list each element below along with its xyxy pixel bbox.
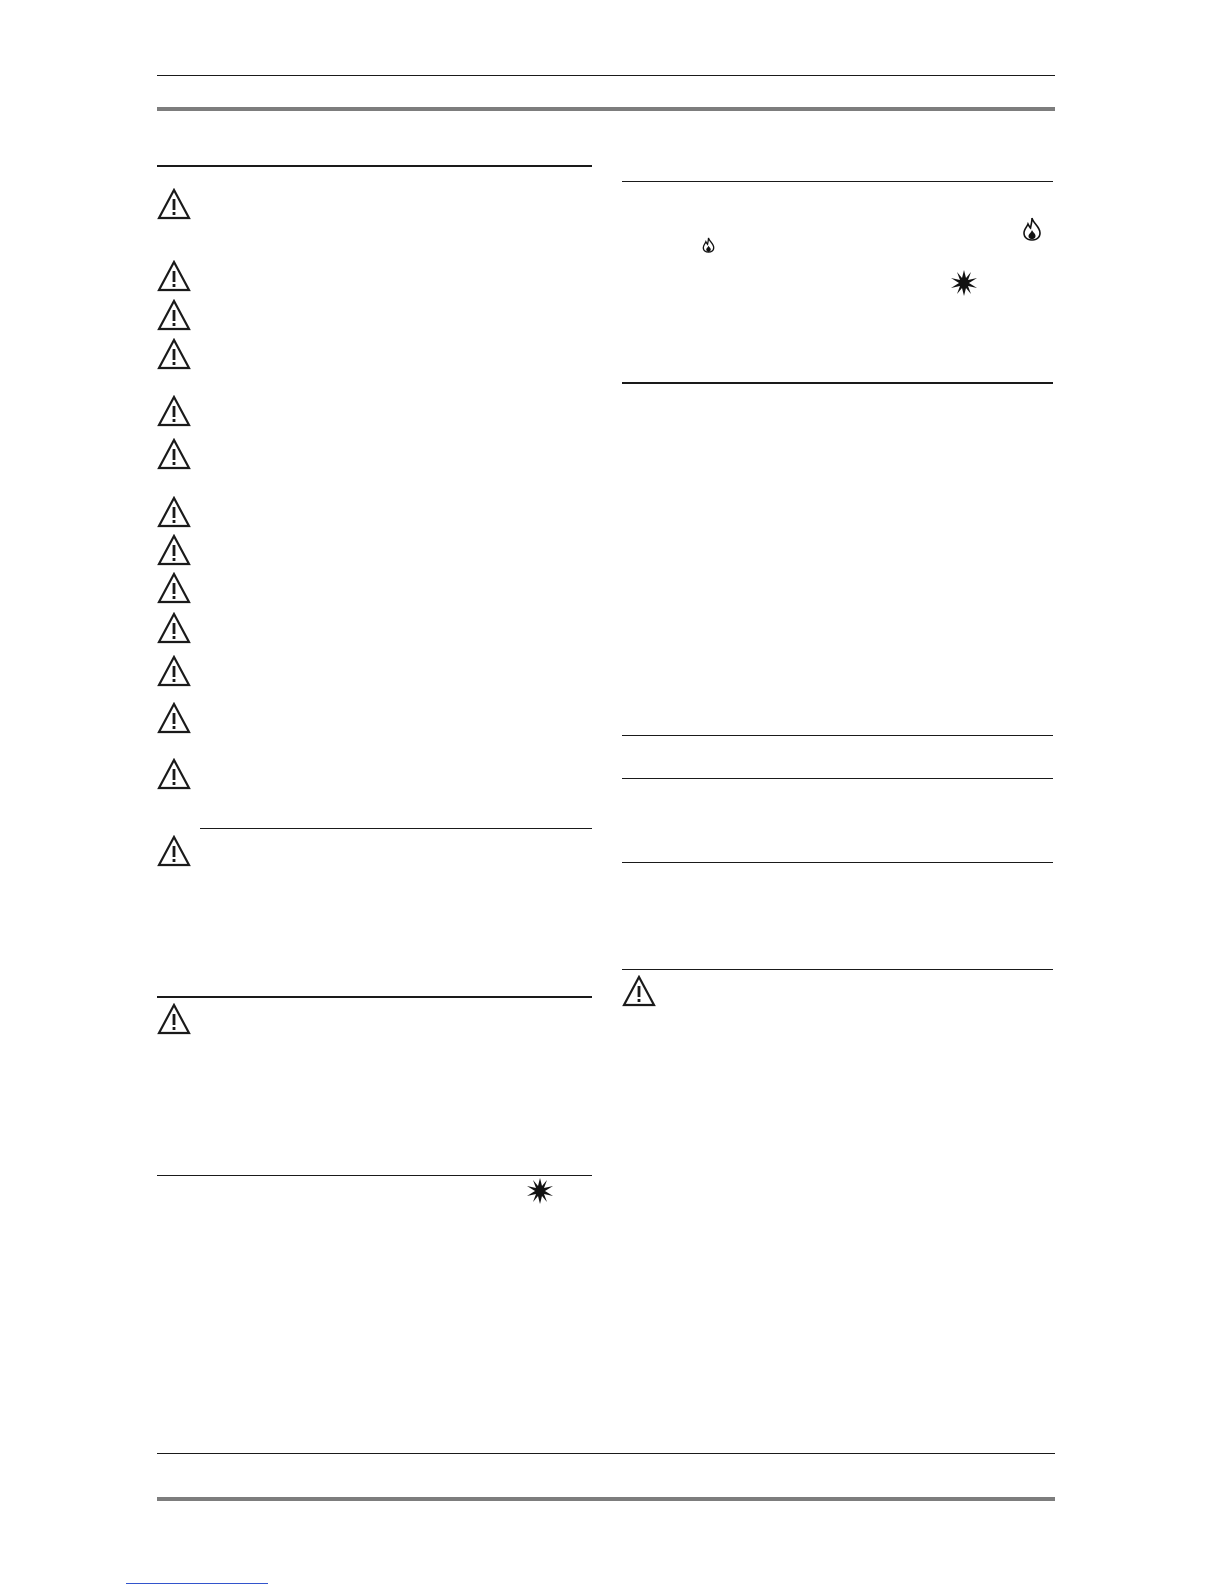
warning-triangle-icon (157, 496, 191, 528)
warning-triangle-icon (157, 188, 191, 220)
warning-triangle-icon (622, 975, 656, 1007)
header-rule (157, 75, 1055, 76)
warning-triangle-icon (157, 655, 191, 687)
footer-rule (157, 1453, 1055, 1454)
warning-triangle-icon (157, 534, 191, 566)
right-section-rule-6 (622, 969, 1053, 970)
left-section-rule-1 (157, 165, 592, 167)
footer-band (157, 1497, 1055, 1501)
right-section-rule-2 (622, 382, 1053, 384)
warning-triangle-icon (157, 835, 191, 867)
warning-triangle-icon (157, 1003, 191, 1035)
left-section-rule-3 (157, 1175, 592, 1176)
warning-triangle-icon (157, 702, 191, 734)
warning-triangle-icon (157, 612, 191, 644)
warning-triangle-icon (157, 572, 191, 604)
flame-small-icon (702, 237, 715, 253)
left-subsection-rule (200, 828, 592, 829)
warning-triangle-icon (157, 260, 191, 292)
right-section-rule-3 (622, 735, 1053, 736)
warning-triangle-icon (157, 438, 191, 470)
warning-triangle-icon (157, 758, 191, 790)
warning-triangle-icon (157, 395, 191, 427)
flame-icon (1022, 217, 1042, 241)
warning-triangle-icon (157, 338, 191, 370)
starburst-icon (951, 270, 977, 296)
right-section-rule-5 (622, 862, 1053, 863)
left-section-rule-2 (157, 996, 592, 998)
warning-triangle-icon (157, 299, 191, 331)
right-section-rule-4 (622, 778, 1053, 779)
right-section-rule-1 (622, 181, 1053, 182)
header-band (157, 107, 1055, 111)
starburst-icon (527, 1178, 553, 1204)
footer-link-underline[interactable] (126, 1583, 268, 1584)
